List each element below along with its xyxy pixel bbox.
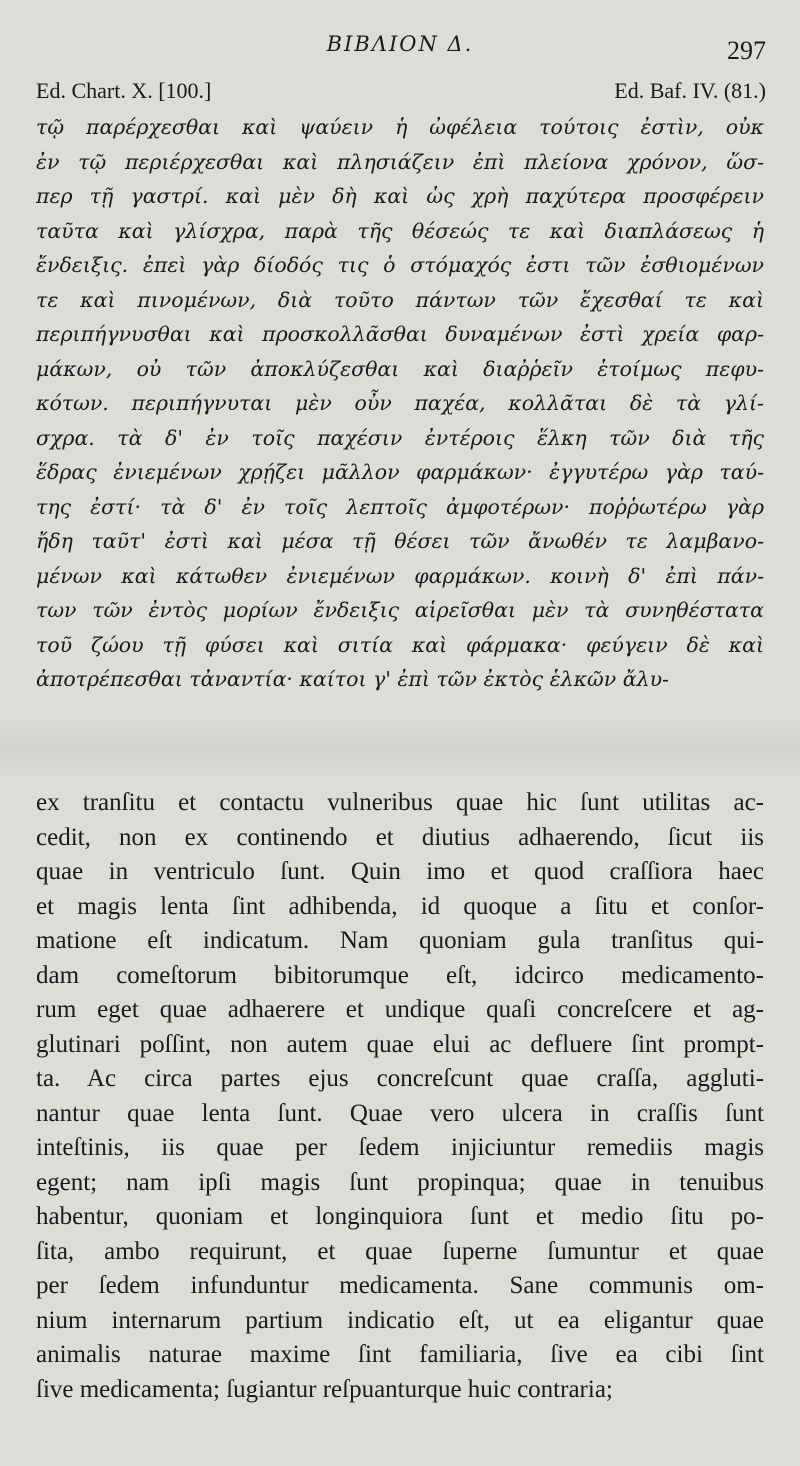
latin-text-line: animalis naturae maxime ſint familiaria, ſive ea cibi ſint xyxy=(36,1341,764,1368)
latin-text-line: egent; nam ipſi magis ſunt propinqua; quae in tenuibus xyxy=(36,1168,764,1196)
latin-text-line: glutinari poſſint, non autem quae elui ac defluere ſint prompt- xyxy=(36,1030,764,1058)
greek-text-line: των τῶν ἐντὸς μορίων ἔνδειξις αἱρεῖσθαι μὲν τὰ συνηθέστατα xyxy=(36,598,764,622)
latin-text-line: rum eget quae adhaerere et undique quaſi concreſcere et ag- xyxy=(36,996,764,1023)
latin-text-line: et magis lenta ſint adhibenda, id quoque a ſitu et conſor- xyxy=(36,892,764,920)
greek-text-line: τοῦ ζώου τῇ φύσει καὶ σιτία καὶ φάρμακα· φεύγειν δὲ καὶ xyxy=(36,632,764,657)
latin-text-line: nantur quae lenta ſunt. Quae vero ulcera in craſſis ſunt xyxy=(36,1099,764,1127)
greek-text-line: ἕδρας ἐνιεμένων χρῄζει μᾶλλον φαρμάκων· ἐγγυτέρω γὰρ ταύ- xyxy=(36,460,764,484)
greek-text-line: περ τῇ γαστρί. καὶ μὲν δὴ καὶ ὡς χρὴ παχύτερα προσφέρειν xyxy=(36,184,764,208)
greek-text-line: κότων. περιπήγνυται μὲν οὖν παχέα, κολλᾶται δὲ τὰ γλί- xyxy=(36,391,764,415)
latin-text-line: cedit, non ex continendo et diutius adhaerendo, ſicut iis xyxy=(36,823,764,851)
greek-text-line: ἔνδειξις. ἐπεὶ γὰρ δίοδός τις ὁ στόμαχός ἐστι τῶν ἐσθιομένων xyxy=(36,253,764,277)
greek-text-line: μένων καὶ κάτωθεν ἐνιεμένων φαρμάκων. κοινὴ δ' ἐπὶ πάν- xyxy=(36,563,764,588)
latin-text-line: ta. Ac circa partes ejus concreſcunt quae craſſa, aggluti- xyxy=(36,1065,764,1092)
running-title: ΒΙΒΛΙΟΝ Δ. xyxy=(326,32,474,56)
greek-text-line: τῷ παρέρχεσθαι καὶ ψαύειν ἡ ὠφέλεια τούτοις ἐστὶν, οὐκ xyxy=(36,115,764,139)
greek-text-line: ἤδη ταῦτ' ἐστὶ καὶ μέσα τῇ θέσει τῶν ἄνωθέν τε λαμβανο- xyxy=(36,529,764,553)
greek-text-line: της ἐστί· τὰ δ' ἐν τοῖς λεπτοῖς ἀμφοτέρων· ποῤῥωτέρω γὰρ xyxy=(36,494,764,519)
greek-text-line: σχρα. τὰ δ' ἐν τοῖς παχέσιν ἐντέροις ἕλκη τῶν διὰ τῆς xyxy=(36,425,764,450)
latin-text-line: per ſedem infunduntur medicamenta. Sane communis om- xyxy=(36,1272,764,1299)
latin-text-line: habentur, quoniam et longinquiora ſunt et medio ſitu po- xyxy=(36,1203,764,1230)
latin-text-line: nium internarum partium indicatio eſt, ut ea eligantur quae xyxy=(36,1306,764,1334)
greek-text-line: ἀποτρέπεσθαι τἀναντία· καίτοι γ' ἐπὶ τῶν ἐκτὸς ἑλκῶν ἄλυ- xyxy=(36,667,669,691)
latin-text-line: quae in ventriculo ſunt. Quin imo et quod craſſiora haec xyxy=(36,858,764,885)
edition-reference-basel: Ed. Baf. IV. (81.) xyxy=(614,78,766,103)
latin-text-line: ex tranſitu et contactu vulneribus quae hic ſunt utilitas ac- xyxy=(36,789,764,816)
bleed-through-shadow xyxy=(0,718,800,778)
latin-text-block xyxy=(36,786,764,1407)
latin-text-line: ſive medicamenta; ſugiantur reſpuanturque huic contraria; xyxy=(36,1375,613,1403)
greek-text-block xyxy=(36,110,764,697)
greek-text-line: μάκων, οὐ τῶν ἀποκλύζεσθαι καὶ διαῤῥεῖν ἑτοίμως πεφυ- xyxy=(36,356,764,381)
latin-text-line: matione eſt indicatum. Nam quoniam gula tranſitus qui- xyxy=(36,927,764,954)
greek-text-line: ταῦτα καὶ γλίσχρα, παρὰ τῆς θέσεώς τε καὶ διαπλάσεως ἡ xyxy=(36,218,764,243)
latin-text-line: inteſtinis, iis quae per ſedem injiciuntur remediis magis xyxy=(36,1134,764,1161)
latin-text-line: ſita, ambo requirunt, et quae ſuperne ſumuntur et quae xyxy=(36,1237,764,1265)
greek-text-line: ἐν τῷ περιέρχεσθαι καὶ πλησιάζειν ἐπὶ πλείονα χρόνον, ὥσ- xyxy=(36,149,764,174)
greek-text-line: τε καὶ πινομένων, διὰ τοῦτο πάντων τῶν ἔχεσθαί τε καὶ xyxy=(36,287,764,312)
edition-reference-chartier: Ed. Chart. X. [100.] xyxy=(36,78,212,103)
page-number: 297 xyxy=(727,36,766,65)
latin-text-line: dam comeſtorum bibitorumque eſt, idcirco medicamento- xyxy=(36,961,764,989)
greek-text-line: περιπήγνυσθαι καὶ προσκολλᾶσθαι δυναμένων ἐστὶ χρεία φαρ- xyxy=(36,322,764,346)
